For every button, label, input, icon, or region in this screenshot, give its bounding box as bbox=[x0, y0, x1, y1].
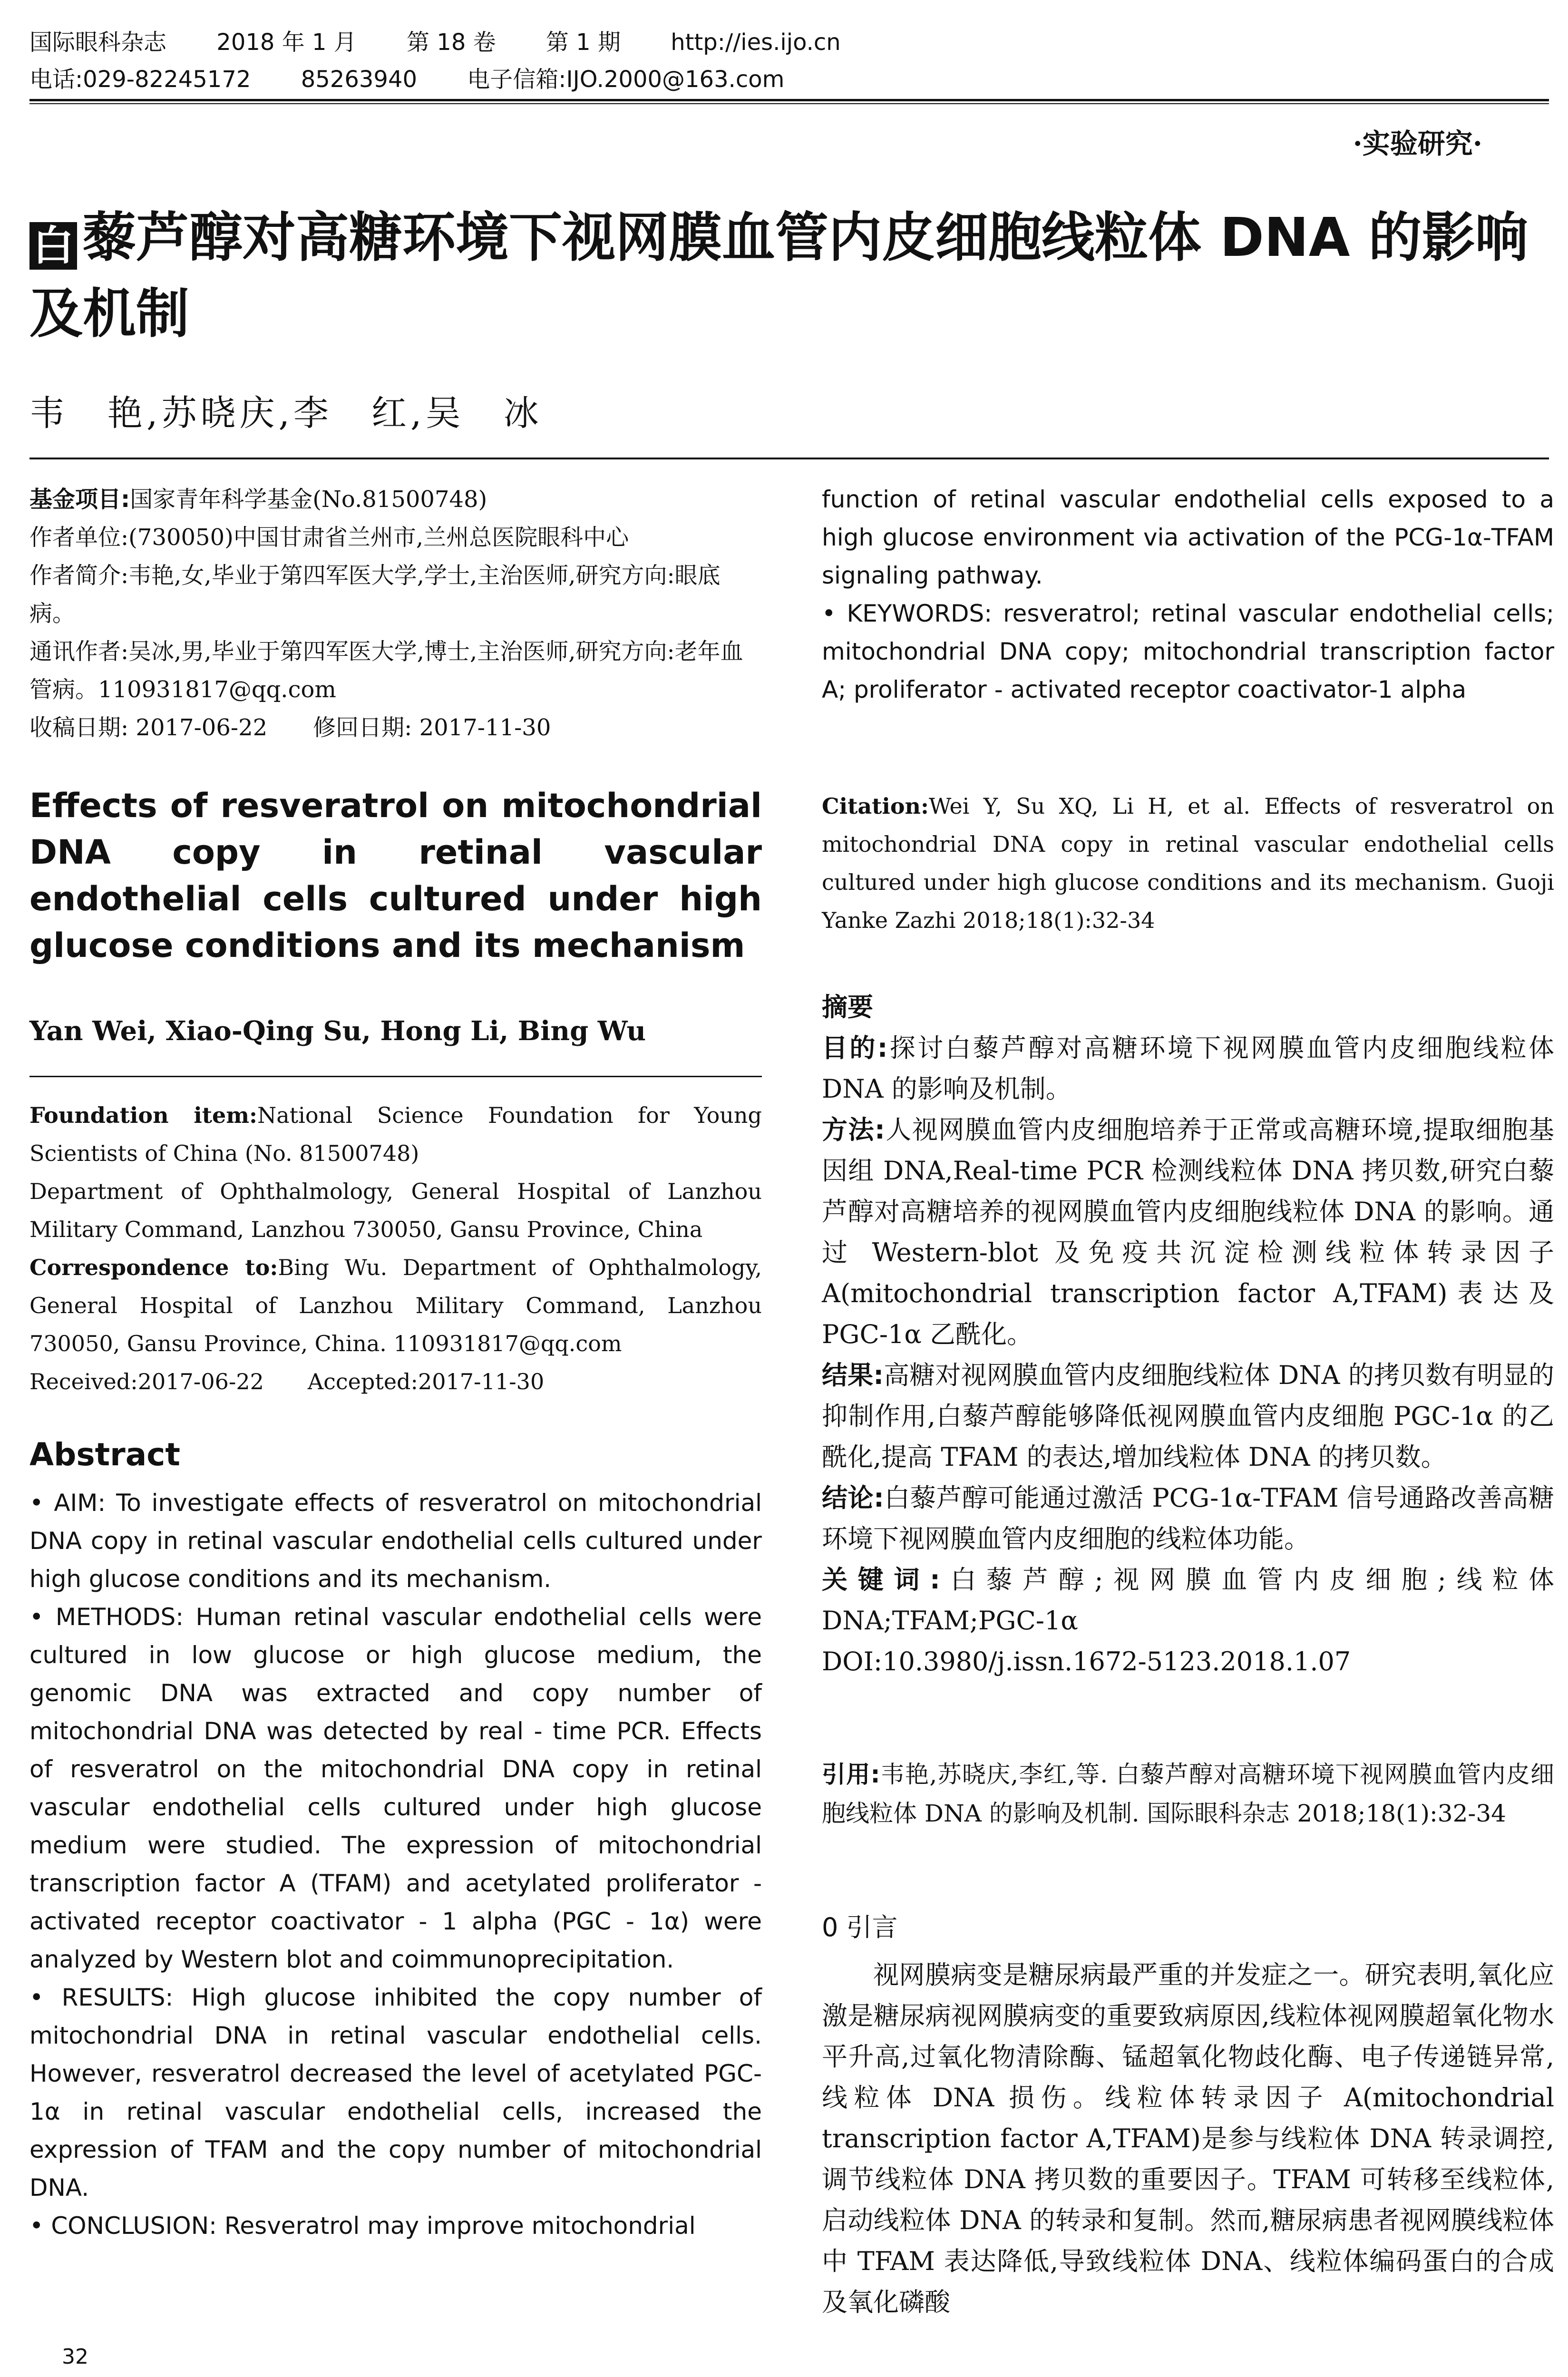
meta-en bbox=[29, 1096, 762, 1401]
authors-cn: 韦 艳,苏晓庆,李 红,吴 冰 bbox=[29, 393, 543, 434]
corr-cn: 通讯作者:吴冰,男,毕业于第四军医大学,博士,主治医师,研究方向:老年血管病。110931817@qq.com bbox=[29, 638, 743, 703]
english-title: Effects of resveratrol on mitochondrial DNA copy in retinal vascular endothelial cells cultured under high glucose conditions and its mechanism bbox=[29, 786, 762, 965]
citation-en-text: Wei Y, Su XQ, Li H, et al. Effects of resveratrol on mitochondrial DNA copy in retinal vascular endothelial cells cultured under high glucose conditions and its mechanism. Guoji Yanke Zazhi 2018;18(1):32-34 bbox=[822, 793, 1554, 933]
journal-volume: 第 18 卷 bbox=[407, 29, 496, 56]
section-label: ·实验研究· bbox=[1353, 127, 1482, 160]
citation-cn-label: 引用: bbox=[822, 1761, 880, 1788]
citation-cn-text: 韦艳,苏晓庆,李红,等. 白藜芦醇对高糖环境下视网膜血管内皮细胞线粒体 DNA 的影响及机制. 国际眼科杂志 2018;18(1):32-34 bbox=[822, 1761, 1554, 1827]
abstract-cn-aim-label: 目的: bbox=[822, 1033, 888, 1063]
abstract-cn-conclusion bbox=[822, 1478, 1554, 1559]
dates-en: Received:2017-06-22 Accepted:2017-11-30 bbox=[29, 1369, 545, 1394]
abstract-cn-methods bbox=[822, 1110, 1554, 1355]
corr-en-text: Bing Wu. Department of Ophthalmology, General Hospital of Lanzhou Military Command, Lanzhou 730050, Gansu Province, China. 110931817@qq.com bbox=[29, 1255, 762, 1356]
fund-cn-text: 国家青年科学基金(No.81500748) bbox=[130, 486, 487, 513]
author-intro-cn: 作者简介:韦艳,女,毕业于第四军医大学,学士,主治医师,研究方向:眼底病。 bbox=[29, 562, 721, 627]
journal-header bbox=[29, 24, 1542, 98]
department-en: Department of Ophthalmology, General Hospital of Lanzhou Military Command, Lanzhou 730050, Gansu Province, China bbox=[29, 1179, 762, 1242]
abstract-results: • RESULTS: High glucose inhibited the copy number of mitochondrial DNA in retinal vascular endothelial cells. However, resveratrol decreased the level of acetylated PGC-1α in retinal vascular endothelial cells, increased the expression of TFAM and the copy number of mitochondrial DNA. bbox=[29, 1984, 762, 2202]
english-authors: Yan Wei, Xiao-Qing Su, Hong Li, Bing Wu bbox=[29, 1015, 646, 1047]
journal-header-line2 bbox=[29, 61, 1542, 98]
abstract-cn bbox=[822, 987, 1554, 1682]
foundation-en bbox=[29, 1096, 762, 1172]
abstract-cn-conclusion-text: 白藜芦醇可能通过激活 PCG-1α-TFAM 信号通路改善高糖环境下视网膜血管内皮细胞的线粒体功能。 bbox=[822, 1483, 1554, 1554]
abstract-cn-heading: 摘要 bbox=[822, 992, 873, 1022]
english-authors-rule bbox=[29, 1076, 762, 1077]
journal-name: 国际眼科杂志 bbox=[29, 29, 167, 56]
abstract-cn-keywords-text: 白藜芦醇;视网膜血管内皮细胞;线粒体 DNA;TFAM;PGC-1α bbox=[822, 1565, 1554, 1636]
authors-rule bbox=[29, 458, 1549, 459]
abstract-cn-aim-text: 探讨白藜芦醇对高糖环境下视网膜血管内皮细胞线粒体 DNA 的影响及机制。 bbox=[822, 1033, 1554, 1104]
meta-cn bbox=[29, 480, 762, 747]
citation-en bbox=[822, 787, 1554, 939]
journal-url: http://ies.ijo.cn bbox=[671, 29, 841, 56]
corr-en bbox=[29, 1248, 762, 1363]
fund-cn bbox=[29, 480, 762, 518]
abstract-cn-keywords bbox=[822, 1559, 1554, 1641]
header-rule bbox=[29, 99, 1549, 101]
abstract-body-left bbox=[29, 1484, 762, 2245]
abstract-cn-conclusion-label: 结论: bbox=[822, 1483, 884, 1513]
page-number: 32 bbox=[62, 2345, 88, 2369]
abstract-keywords: • KEYWORDS: resveratrol; retinal vascular endothelial cells; mitochondrial DNA copy; mitochondrial transcription factor A; proliferator - activated receptor coactivator-1 alpha bbox=[822, 600, 1554, 703]
citation-en-label: Citation: bbox=[822, 793, 929, 819]
abstract-body-right bbox=[822, 480, 1554, 709]
abstract-cn-doi: DOI:10.3980/j.issn.1672-5123.2018.1.07 bbox=[822, 1646, 1351, 1676]
journal-phone: 电话:029-82245172 bbox=[29, 66, 251, 93]
article-title bbox=[29, 200, 1547, 352]
abstract-cn-methods-text: 人视网膜血管内皮细胞培养于正常或高糖环境,提取细胞基因组 DNA,Real-time PCR 检测线粒体 DNA 拷贝数,研究白藜芦醇对高糖培养的视网膜血管内皮细胞线粒体 DNA 的影响。通过 Western-blot 及免疫共沉淀检测线粒体转录因子 A(mitochondrial transcription factor A,TFAM)表达及 PGC-1α 乙酰化。 bbox=[822, 1115, 1554, 1349]
fund-cn-label: 基金项目: bbox=[29, 486, 130, 513]
journal-phone2: 85263940 bbox=[301, 66, 418, 93]
foundation-en-text: National Science Foundation for Young Scientists of China (No. 81500748) bbox=[29, 1102, 762, 1166]
abstract-conclusion-start: • CONCLUSION: Resveratrol may improve mitochondrial bbox=[29, 2212, 696, 2240]
header-rule-thin bbox=[29, 103, 1549, 104]
article-title-text: 藜芦醇对高糖环境下视网膜血管内皮细胞线粒体 DNA 的影响及机制 bbox=[29, 207, 1529, 345]
intro-text: 视网膜病变是糖尿病最严重的并发症之一。研究表明,氧化应激是糖尿病视网膜病变的重要致病原因,线粒体视网膜超氧化物水平升高,过氧化物清除酶、锰超氧化物歧化酶、电子传递链异常,线粒体 DNA 损伤。线粒体转录因子 A(mitochondrial transcription factor A,TFAM)是参与线粒体 DNA 转录调控,调节线粒体 DNA 拷贝数的重要因子。TFAM 可转移至线粒体,启动线粒体 DNA 的转录和复制。然而,糖尿病患者视网膜线粒体中 TFAM 表达降低,导致线粒体 DNA、线粒体编码蛋白的合成及氧化磷酸 bbox=[822, 1960, 1554, 2317]
journal-header-line1 bbox=[29, 24, 1542, 61]
journal-email: 电子信箱:IJO.2000@163.com bbox=[467, 66, 785, 93]
abstract-aim: • AIM: To investigate effects of resveratrol on mitochondrial DNA copy in retinal vascular endothelial cells cultured under high glucose conditions and its mechanism. bbox=[29, 1489, 762, 1593]
abstract-heading: Abstract bbox=[29, 1436, 180, 1473]
intro-heading: 0 引言 bbox=[822, 1912, 898, 1942]
abstract-cn-results bbox=[822, 1355, 1554, 1478]
abstract-cn-keywords-label: 关键词: bbox=[822, 1565, 940, 1595]
abstract-cn-results-text: 高糖对视网膜血管内皮细胞线粒体 DNA 的拷贝数有明显的抑制作用,白藜芦醇能够降低视网膜血管内皮细胞 PGC-1α 的乙酰化,提高 TFAM 的表达,增加线粒体 DNA 的拷贝数。 bbox=[822, 1360, 1554, 1472]
corr-en-label: Correspondence to: bbox=[29, 1255, 278, 1280]
unit-cn: 作者单位:(730050)中国甘肃省兰州市,兰州总医院眼科中心 bbox=[29, 524, 629, 551]
abstract-methods: • METHODS: Human retinal vascular endothelial cells were cultured in low glucose or high glucose medium, the genomic DNA was extracted and copy number of mitochondrial DNA was detected by real - time PCR. Effects of resveratrol on the mitochondrial DNA copy in retinal vascular endothelial cells cultured under high glucose medium were studied. The expression of mitochondrial transcription factor A (TFAM) and acetylated proliferator - activated receptor coactivator - 1 alpha (PGC - 1α) were analyzed by Western blot and coimmunoprecipitation. bbox=[29, 1603, 762, 1973]
journal-date: 2018 年 1 月 bbox=[216, 29, 357, 56]
dates-cn: 收稿日期: 2017-06-22 修回日期: 2017-11-30 bbox=[29, 714, 551, 741]
abstract-cn-results-label: 结果: bbox=[822, 1360, 884, 1390]
abstract-cn-methods-label: 方法: bbox=[822, 1115, 885, 1145]
abstract-conclusion-cont: function of retinal vascular endothelial cells exposed to a high glucose environment via activation of the PCG-1α-TFAM signaling pathway. bbox=[822, 486, 1554, 589]
citation-cn bbox=[822, 1755, 1554, 1833]
abstract-cn-aim bbox=[822, 1028, 1554, 1110]
title-initial-icon: 白 bbox=[29, 222, 77, 270]
foundation-en-label: Foundation item: bbox=[29, 1102, 257, 1128]
journal-issue: 第 1 期 bbox=[545, 29, 621, 56]
